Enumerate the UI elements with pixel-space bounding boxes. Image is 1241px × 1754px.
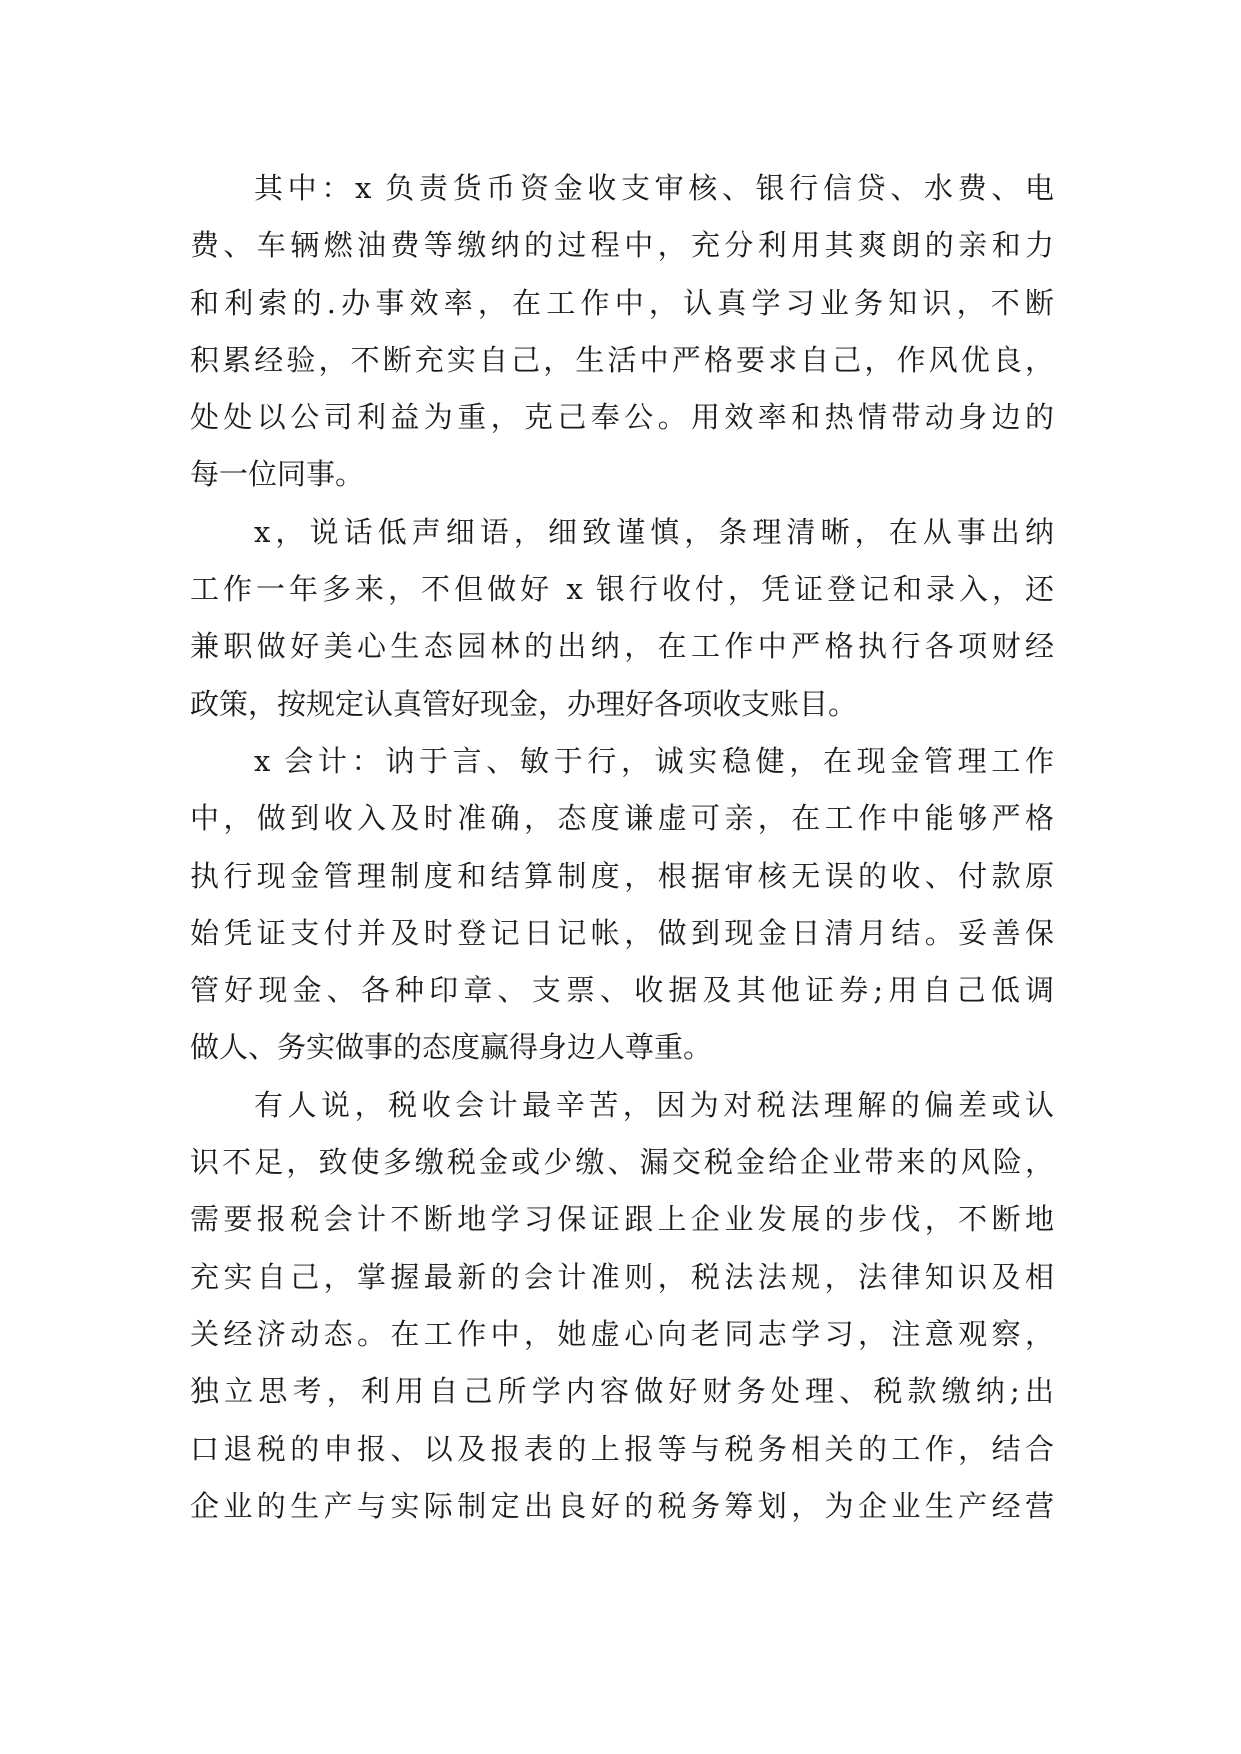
- text-line: 始凭证支付并及时登记日记帐，做到现金日清月结。妥善保: [190, 915, 1054, 950]
- text-line: x，说话低声细语，细致谨慎，条理清晰，在从事出纳: [254, 514, 1054, 549]
- text-line: 企业的生产与实际制定出良好的税务筹划，为企业生产经营: [190, 1488, 1054, 1523]
- document-body: [190, 160, 1054, 1535]
- text-line: 独立思考，利用自己所学内容做好财务处理、税款缴纳;出: [190, 1374, 1054, 1409]
- text-line: 需要报税会计不断地学习保证跟上企业发展的步伐，不断地: [190, 1202, 1054, 1237]
- text-line: 管好现金、各种印章、支票、收据及其他证券;用自己低调: [190, 973, 1054, 1008]
- text-line: 做人、务实做事的态度赢得身边人尊重。: [190, 1030, 713, 1065]
- text-line: 每一位同事。: [190, 457, 365, 492]
- paragraph-2: [190, 504, 1054, 733]
- text-line: 充实自己，掌握最新的会计准则，税法法规，法律知识及相: [190, 1259, 1054, 1294]
- text-line: 工作一年多来，不但做好 x 银行收付，凭证登记和录入，还: [190, 572, 1054, 607]
- text-line: 其中：x 负责货币资金收支审核、银行信贷、水费、电: [254, 171, 1054, 205]
- text-line: 关经济动态。在工作中，她虚心向老同志学习，注意观察，: [190, 1316, 1054, 1351]
- text-line: 识不足，致使多缴税金或少缴、漏交税金给企业带来的风险，: [190, 1145, 1054, 1180]
- text-line: x 会计：讷于言、敏于行，诚实稳健，在现金管理工作: [254, 743, 1054, 778]
- text-line: 处处以公司利益为重，克己奉公。用效率和热情带动身边的: [190, 400, 1054, 435]
- text-line: 执行现金管理制度和结算制度，根据审核无误的收、付款原: [190, 858, 1054, 893]
- text-line: 和利索的.办事效率，在工作中，认真学习业务知识，不断: [190, 285, 1054, 320]
- text-line: 兼职做好美心生态园林的出纳，在工作中严格执行各项财经: [190, 629, 1054, 664]
- text-line: 口退税的申报、以及报表的上报等与税务相关的工作，结合: [190, 1431, 1054, 1466]
- paragraph-3: [190, 733, 1054, 1077]
- text-line: 有人说，税收会计最辛苦，因为对税法理解的偏差或认: [254, 1087, 1054, 1122]
- paragraph-1: [190, 160, 1054, 504]
- paragraph-4: [190, 1077, 1054, 1535]
- text-line: 费、车辆燃油费等缴纳的过程中，充分利用其爽朗的亲和力: [190, 228, 1054, 263]
- text-line: 政策，按规定认真管好现金，办理好各项收支账目。: [190, 686, 858, 721]
- text-line: 积累经验，不断充实自己，生活中严格要求自己，作风优良，: [190, 342, 1054, 377]
- text-line: 中，做到收入及时准确，态度谦虚可亲，在工作中能够严格: [190, 801, 1054, 836]
